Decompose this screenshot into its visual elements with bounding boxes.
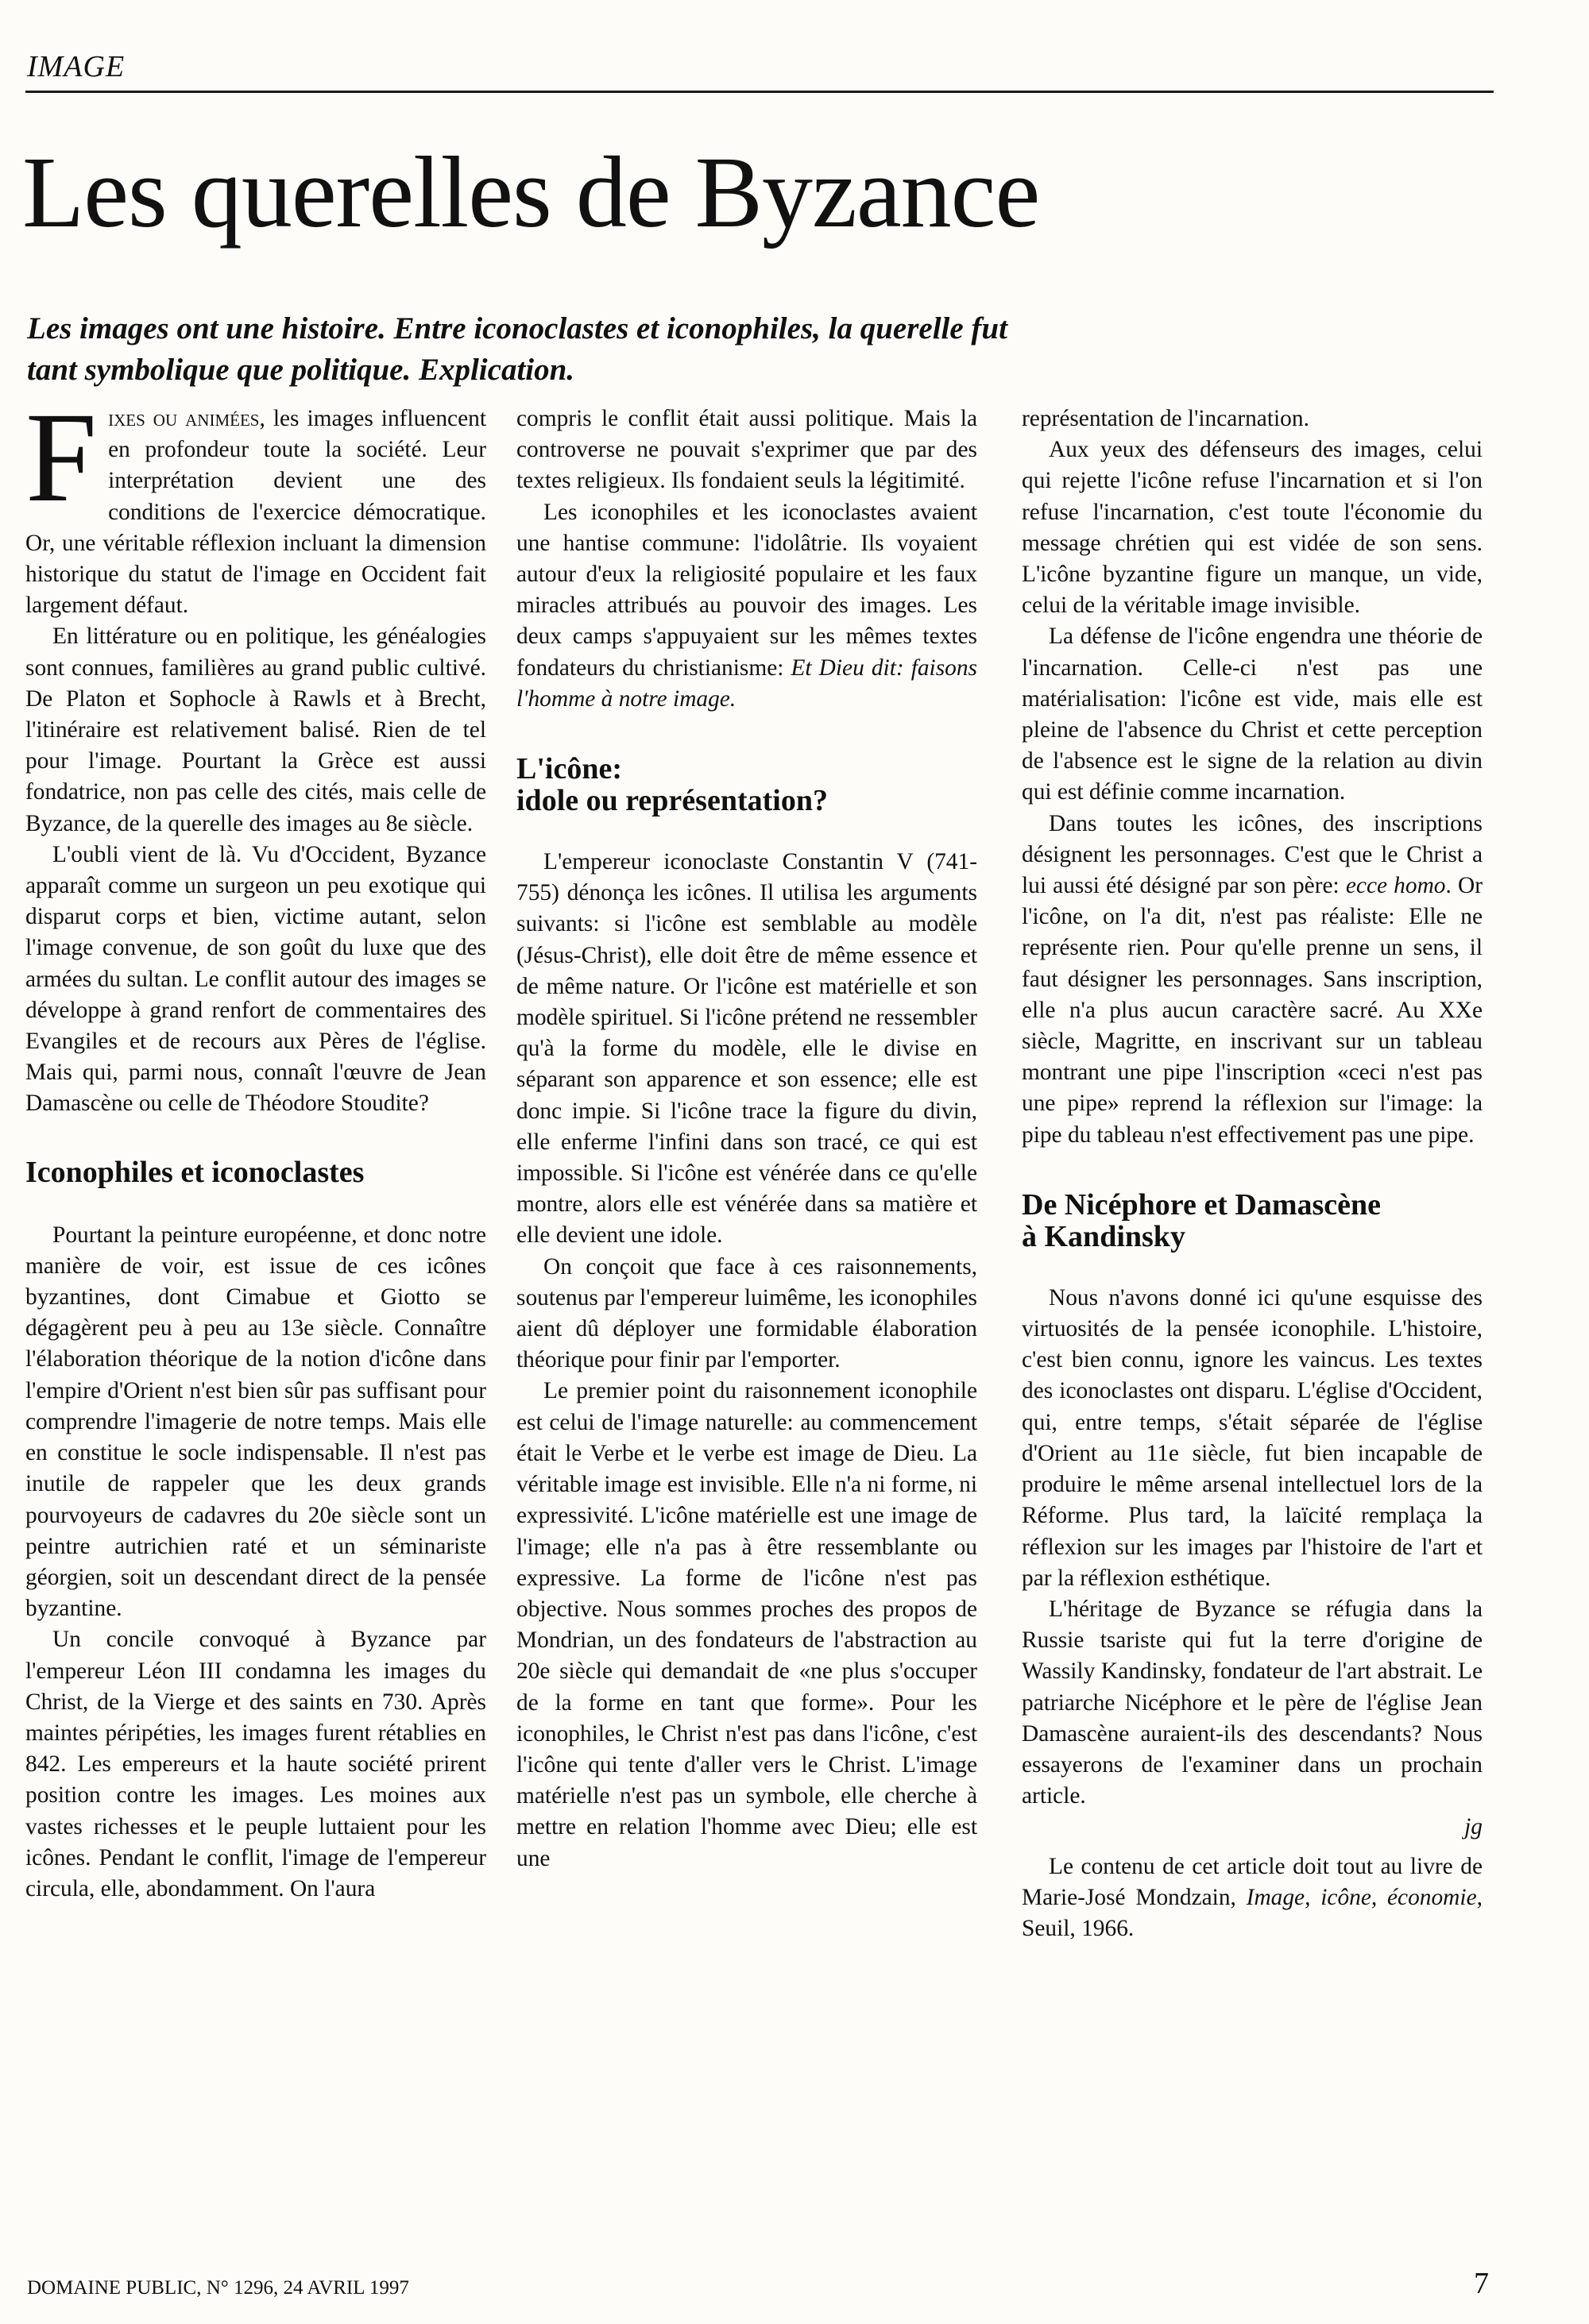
top-rule xyxy=(25,91,1494,93)
article-title: Les querelles de Byzance xyxy=(22,136,1040,249)
paragraph: Pourtant la peinture européenne, et donc notre manière de voir, est issue de ces icônes byzantines, dont Cimabue et Giotto se dégagèrent peu à peu au 13e siècle. Connaître l'élaboration théorique de la notion d'icône dans l'empire d'Orient n'est bien sûr pas suffisant pour comprendre l'imagerie de notre temps. Mais elle en constitue le socle indispensable. Il n'est pas inutile de rappeler que les deux grands pourvoyeurs de cadavres du 20e siècle sont un peintre autrichien raté et un séminariste géorgien, soit un descendant direct de la pensée byzantine. xyxy=(25,1222,486,1622)
paragraph: Fixes ou animées, les images influencent en profondeur toute la société. Leur interprétation devient une des conditions de l'exercice démocratique. Or, une véritable réflexion incluant la dimension historique du statut de l'image en Occident fait largement défaut. xyxy=(25,387,486,619)
lead-line-2: tant symbolique que politique. Explication. xyxy=(27,353,575,387)
paragraph: L'héritage de Byzance se réfugia dans la Russie tsariste qui fut la terre d'origine de Wassily Kandinsky, fondateur de l'art abstrait. Le patriarche Nicéphore et le père de l'église Jean Damascène auraient-ils des descendants? Nous essayerons de l'examiner dans un prochain article. xyxy=(1022,1596,1483,1809)
paragraph: représentation de l'incarnation. xyxy=(1022,406,1309,431)
paragraph: Aux yeux des défenseurs des images, celui qui rejette l'icône refuse l'incarnation et si l'on refuse l'incarnation, c'est toute l'économie du message chrétien qui est vidée de son sens. L'icône byzantine figure un manque, un vide, celui de la véritable image invisible. xyxy=(1022,437,1483,619)
book-title: Image, icône, économie xyxy=(1246,1884,1477,1910)
article-lead xyxy=(27,308,1489,391)
paragraph: L'empereur iconoclaste Constantin V (741-755) dénonça les icônes. Il utilisa les arguments suivants: si l'icône est semblable au modèle (Jésus-Christ), elle doit être de même essence et de même nature. Or l'icône est matérielle et son modèle spirituel. Si l'icône prétend ne ressembler qu'à la forme du modèle, elle le divise en séparant son apparence et son essence; elle est donc impie. Si l'icône trace la figure du divin, elle enferme l'infini dans son tracé, ce qui est impossible. Si l'icône est vénérée dans ce qu'elle montre, alors elle est vénérée dans sa matière et elle devient une idole. xyxy=(516,849,977,1249)
subheading-iconophiles: Iconophiles et iconoclastes xyxy=(25,1155,365,1189)
footer: DOMAINE PUBLIC, N° 1296, 24 AVRIL 1997 xyxy=(27,2277,409,2299)
paragraph: On conçoit que face à ces raisonnements, soutenus par l'empereur luimême, les iconophiles aient dû déployer une formidable élaboration théorique pour finir par l'emporter. xyxy=(516,1253,977,1373)
paragraph: Le premier point du raisonnement iconophile est celui de l'image naturelle: au commencement était le Verbe et le verbe est image de Dieu. La véritable image est invisible. Elle n'a ni forme, ni expressivité. L'icône matérielle est une image de l'image; elle n'a pas à être ressemblante ou expressive. La forme de l'icône n'est pas objective. Nous sommes proches des propos de Mondrian, un des fondateurs de l'abstraction au 20e siècle qui demandait de «ne plus s'occuper de la forme en tant que forme». Pour les iconophiles, le Christ n'est pas dans l'icône, c'est l'icône qui tente d'aller vers le Christ. L'image matérielle n'est pas un symbole, elle cherche à mettre en relation l'homme avec Dieu; elle est une xyxy=(516,1378,977,1871)
lead-in: ixes ou animées, xyxy=(108,406,265,431)
column-2 xyxy=(516,403,977,1874)
paragraph: Dans toutes les icônes, des inscriptions désignent les personnages. C'est que le Christ a lui aussi été désigné par son père: ecce homo. Or l'icône, on l'a dit, n'est pas réaliste: Elle ne représente rien. Pour qu'elle prenne un sens, il faut désigner les personnages. Sans inscription, elle n'a plus aucun caractère sacré. Au XXe siècle, Magritte, en inscrivant sur un tableau montrant une pipe l'inscription «ceci n'est pas une pipe» reprend la réflexion sur l'image: la pipe du tableau n'est effectivement pas une pipe. xyxy=(1022,810,1483,1148)
page-number: 7 xyxy=(1474,2267,1489,2300)
author-initials: jg xyxy=(1464,1814,1483,1840)
column-1 xyxy=(25,387,486,1905)
paragraph: L'oubli vient de là. Vu d'Occident, Byzance apparaît comme un surgeon un peu exotique qui disparut corps et bien, victime autant, selon l'image convenue, de son goût du luxe que des armées du sultan. Le conflit autour des images se développe à grand renfort de commentaires des Evangiles et de recours aux Pères de l'église. Mais qui, parmi nous, connaît l'œuvre de Jean Damascène ou celle de Théodore Stoudite? xyxy=(25,841,486,1117)
paragraph: Nous n'avons donné ici qu'une esquisse des virtuosités de la pensée iconophile. L'histoire, c'est bien connu, ignore les vaincus. Les textes des iconoclastes ont disparu. L'église d'Occident, qui, entre temps, s'était séparée de l'église d'Orient au 11e siècle, fut bien incapable de produire le même arsenal intellectuel lors de la Réforme. Plus tard, la laïcité remplaça la réflexion sur les images par l'histoire de l'art et par la réflexion esthétique. xyxy=(1022,1284,1483,1591)
paragraph: En littérature ou en politique, les généalogies sont connues, familières au grand public cultivé. De Platon et Sophocle à Rawls et à Brecht, l'itinéraire est relativement balisé. Rien de tel pour l'image. Pourtant la Grèce est aussi fondatrice, non pas celle des cités, mais celle de Byzance, de la querelle des images au 8e siècle. xyxy=(25,623,486,836)
subheading-icone: L'icône: idole ou représentation? xyxy=(516,752,828,818)
drop-cap: F xyxy=(25,387,98,529)
paragraph: La défense de l'icône engendra une théorie de l'incarnation. Celle-ci n'est pas une matérialisation: l'icône est vide, mais elle est pleine de l'absence du Christ et cette perception de l'absence est le signe de la relation au divin qui est définie comme incarnation. xyxy=(1022,623,1483,805)
paragraph: Un concile convoqué à Byzance par l'empereur Léon III condamna les images du Christ, de la Vierge et des saints en 730. Après maintes péripéties, les images furent rétablies en 842. Les empereurs et la haute société prirent position contre les images. Les moines aux vastes richesses et le peuple luttaient pour les icônes. Pendant le conflit, l'image de l'empereur circula, elle, abondamment. On l'aura xyxy=(25,1627,486,1901)
section-label: IMAGE xyxy=(27,50,126,83)
lead-line-1: Les images ont une histoire. Entre iconoclastes et iconophiles, la querelle fut xyxy=(27,311,1007,346)
subheading-nicephore: De Nicéphore et Damascène à Kandinsky xyxy=(1022,1187,1381,1253)
paragraph: compris le conflit était aussi politique. Mais la controverse ne pouvait s'exprimer que par des textes religieux. Ils fondaient seuls la légitimité. xyxy=(516,406,977,494)
paragraph: Le contenu de cet article doit tout au livre de Marie-José Mondzain, Image, icône, économie, Seuil, 1966. xyxy=(1022,1853,1483,1941)
paragraph: Les iconophiles et les iconoclastes avaient une hantise commune: l'idolâtrie. Ils voyaient autour d'eux la religiosité populaire et les faux miracles attribués au pouvoir des images. Les deux camps s'appuyaient sur les mêmes textes fondateurs du christianisme: Et Dieu dit: faisons l'homme à notre image. xyxy=(516,499,977,712)
column-3 xyxy=(1022,403,1483,1944)
quote: Et Dieu dit: faisons l'homme à notre image. xyxy=(516,654,977,712)
